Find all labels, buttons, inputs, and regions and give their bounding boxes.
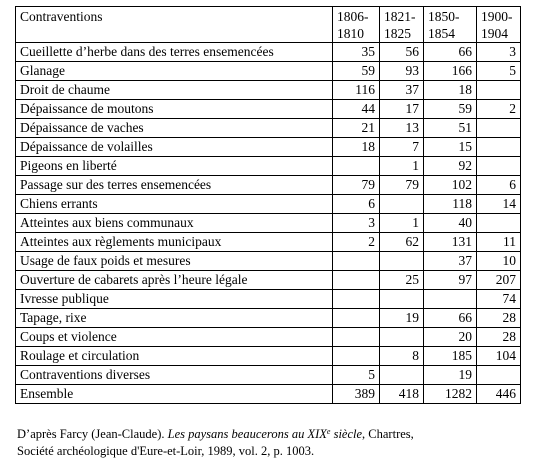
row-value-period-1 [333, 271, 380, 290]
table-header-row [16, 7, 521, 43]
table-row [16, 328, 521, 347]
row-value-period-2: 418 [380, 385, 424, 404]
row-value-period-4: 28 [477, 309, 521, 328]
row-label: Passage sur des terres ensemencées [16, 176, 333, 195]
period-4-end: 1904 [481, 26, 508, 41]
row-value-period-2: 8 [380, 347, 424, 366]
row-label: Chiens errants [16, 195, 333, 214]
row-value-period-2: 62 [380, 233, 424, 252]
table-row [16, 252, 521, 271]
row-value-period-1: 389 [333, 385, 380, 404]
row-value-period-4: 3 [477, 43, 521, 62]
row-value-period-3: 40 [424, 214, 477, 233]
table-row [16, 81, 521, 100]
table-row [16, 309, 521, 328]
row-value-period-2 [380, 290, 424, 309]
row-value-period-3: 18 [424, 81, 477, 100]
table-row [16, 43, 521, 62]
row-value-period-4: 74 [477, 290, 521, 309]
table-row [16, 214, 521, 233]
row-label: Glanage [16, 62, 333, 81]
row-value-period-2: 93 [380, 62, 424, 81]
row-value-period-2: 37 [380, 81, 424, 100]
row-value-period-4 [477, 214, 521, 233]
row-value-period-3: 102 [424, 176, 477, 195]
row-value-period-4: 28 [477, 328, 521, 347]
row-label: Droit de chaume [16, 81, 333, 100]
row-value-period-1: 21 [333, 119, 380, 138]
row-value-period-2: 79 [380, 176, 424, 195]
table-row [16, 138, 521, 157]
table-row [16, 366, 521, 385]
row-value-period-1 [333, 290, 380, 309]
row-value-period-3: 19 [424, 366, 477, 385]
row-value-period-2: 7 [380, 138, 424, 157]
row-value-period-1: 18 [333, 138, 380, 157]
row-value-period-1: 79 [333, 176, 380, 195]
row-value-period-4: 10 [477, 252, 521, 271]
row-value-period-2: 1 [380, 157, 424, 176]
row-value-period-3: 15 [424, 138, 477, 157]
row-label: Dépaissance de vaches [16, 119, 333, 138]
row-value-period-4: 6 [477, 176, 521, 195]
row-value-period-4 [477, 81, 521, 100]
row-value-period-1 [333, 157, 380, 176]
table-row [16, 347, 521, 366]
row-value-period-4: 2 [477, 100, 521, 119]
header-period-3 [424, 7, 477, 43]
row-label: Ensemble [16, 385, 333, 404]
row-value-period-1: 3 [333, 214, 380, 233]
row-value-period-4: 446 [477, 385, 521, 404]
row-value-period-1: 5 [333, 366, 380, 385]
table-row [16, 100, 521, 119]
row-label: Contraventions diverses [16, 366, 333, 385]
row-value-period-3 [424, 290, 477, 309]
period-1-end: 1810 [337, 26, 364, 41]
row-value-period-3: 166 [424, 62, 477, 81]
row-value-period-2 [380, 328, 424, 347]
source-publisher: Société archéologique d'Eure-et-Loir, 1989, vol. 2, p. 1003. [17, 444, 315, 458]
row-value-period-3: 131 [424, 233, 477, 252]
period-2-end: 1825 [384, 26, 411, 41]
row-value-period-1 [333, 252, 380, 271]
source-book-title [168, 427, 362, 441]
table-row [16, 271, 521, 290]
row-label: Usage de faux poids et mesures [16, 252, 333, 271]
row-label: Ouverture de cabarets après l’heure légale [16, 271, 333, 290]
row-value-period-3: 92 [424, 157, 477, 176]
row-value-period-3: 51 [424, 119, 477, 138]
row-value-period-2: 13 [380, 119, 424, 138]
row-label: Tapage, rixe [16, 309, 333, 328]
row-value-period-4: 207 [477, 271, 521, 290]
row-label: Roulage et circulation [16, 347, 333, 366]
row-value-period-4 [477, 157, 521, 176]
contraventions-table [15, 6, 521, 404]
row-label: Dépaissance de moutons [16, 100, 333, 119]
row-value-period-3: 66 [424, 43, 477, 62]
row-label: Atteintes aux règlements municipaux [16, 233, 333, 252]
table-row [16, 385, 521, 404]
row-value-period-3: 20 [424, 328, 477, 347]
row-value-period-4 [477, 119, 521, 138]
table-row [16, 176, 521, 195]
row-value-period-1: 44 [333, 100, 380, 119]
row-value-period-2: 19 [380, 309, 424, 328]
row-value-period-2: 25 [380, 271, 424, 290]
row-value-period-3: 37 [424, 252, 477, 271]
table-row [16, 119, 521, 138]
row-value-period-2 [380, 366, 424, 385]
source-prefix: D’après Farcy (Jean-Claude). [17, 427, 165, 441]
period-1-start: 1806- [337, 9, 369, 24]
row-label: Pigeons en liberté [16, 157, 333, 176]
header-contraventions: Contraventions [16, 7, 333, 43]
table-row [16, 157, 521, 176]
row-value-period-2: 1 [380, 214, 424, 233]
row-value-period-4 [477, 366, 521, 385]
row-value-period-4: 11 [477, 233, 521, 252]
row-value-period-1: 35 [333, 43, 380, 62]
row-value-period-1: 59 [333, 62, 380, 81]
period-3-end: 1854 [428, 26, 455, 41]
source-title-end: siècle [330, 427, 363, 441]
row-label: Atteintes aux biens communaux [16, 214, 333, 233]
row-value-period-3: 66 [424, 309, 477, 328]
table-body [16, 43, 521, 404]
row-value-period-4: 5 [477, 62, 521, 81]
source-suffix: , Chartres, [362, 427, 414, 441]
table-row [16, 290, 521, 309]
period-4-start: 1900- [481, 9, 513, 24]
row-value-period-3: 59 [424, 100, 477, 119]
row-value-period-1 [333, 347, 380, 366]
row-value-period-1: 6 [333, 195, 380, 214]
row-value-period-1: 116 [333, 81, 380, 100]
row-value-period-4: 104 [477, 347, 521, 366]
row-value-period-1: 2 [333, 233, 380, 252]
row-value-period-3: 1282 [424, 385, 477, 404]
row-label: Coups et violence [16, 328, 333, 347]
row-value-period-4 [477, 138, 521, 157]
table-row [16, 62, 521, 81]
row-label: Cueillette d’herbe dans des terres ensemencées [16, 43, 333, 62]
row-value-period-2 [380, 252, 424, 271]
period-3-start: 1850- [428, 9, 460, 24]
table-row [16, 233, 521, 252]
header-period-1 [333, 7, 380, 43]
row-value-period-1 [333, 309, 380, 328]
row-value-period-2: 17 [380, 100, 424, 119]
table-row [16, 195, 521, 214]
row-value-period-2 [380, 195, 424, 214]
header-period-4 [477, 7, 521, 43]
row-value-period-3: 185 [424, 347, 477, 366]
row-value-period-1 [333, 328, 380, 347]
header-period-2 [380, 7, 424, 43]
row-label: Dépaissance de volailles [16, 138, 333, 157]
source-title-text: Les paysans beaucerons au XIX [167, 427, 327, 441]
row-value-period-2: 56 [380, 43, 424, 62]
row-value-period-3: 97 [424, 271, 477, 290]
row-value-period-3: 118 [424, 195, 477, 214]
row-value-period-4: 14 [477, 195, 521, 214]
row-label: Ivresse publique [16, 290, 333, 309]
period-2-start: 1821- [384, 9, 416, 24]
source-caption [17, 426, 547, 460]
source-title-sup: e [326, 427, 331, 436]
